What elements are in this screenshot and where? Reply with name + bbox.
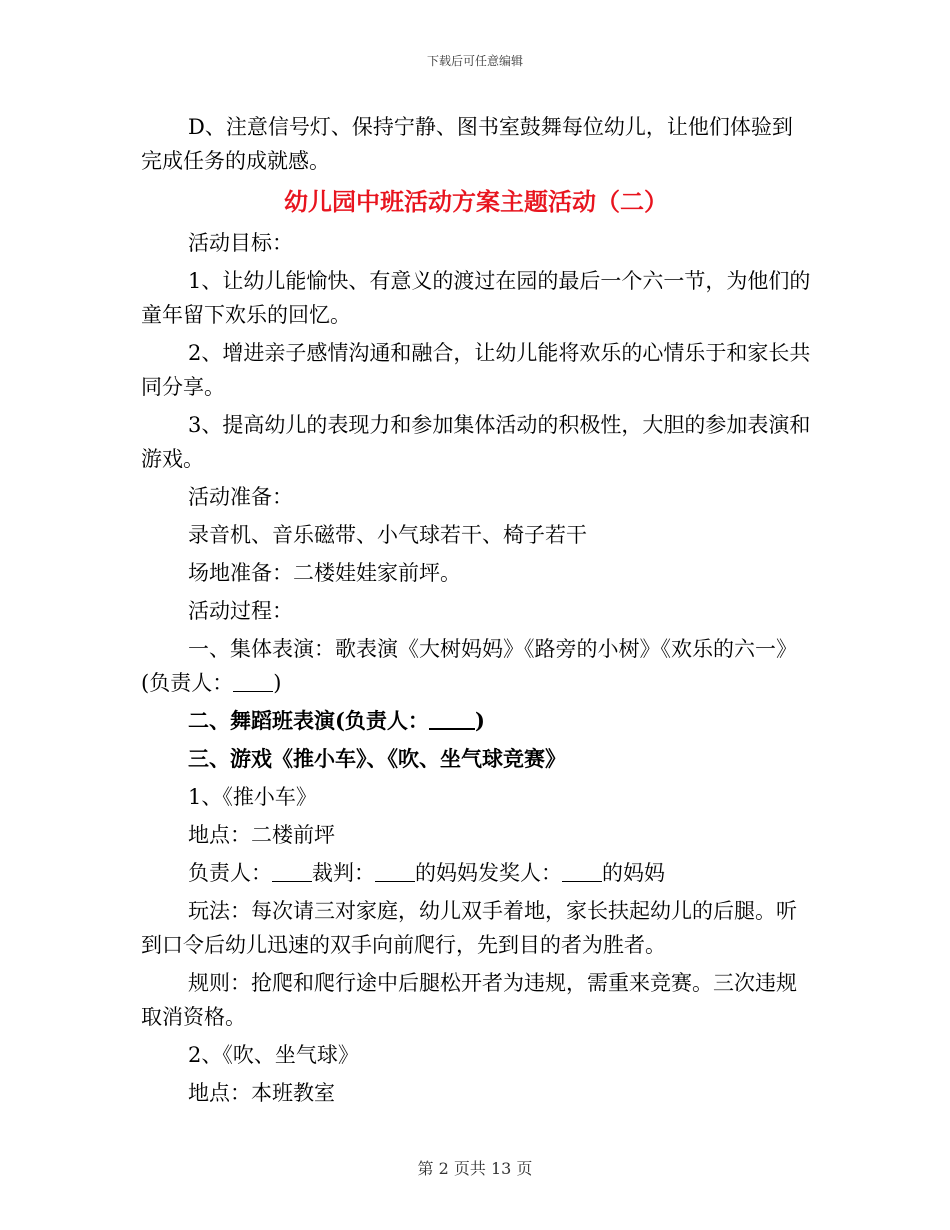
- heading-process: 活动过程：: [188, 599, 293, 623]
- process-step-3: 三、游戏《推小车》、《吹、坐气球竞赛》: [188, 746, 566, 771]
- section-title: 幼儿园中班活动方案主题活动（二）: [284, 187, 668, 216]
- goal-1: 1、让幼儿能愉快、有意义的渡过在园的最后一个六一节，为他们的童年留下欢乐的回忆。: [141, 269, 811, 327]
- goal-3: 3、提高幼儿的表现力和参加集体活动的积极性，大胆的参加表演和游戏。: [141, 413, 811, 471]
- venue-preparation: 场地准备：二楼娃娃家前坪。: [188, 561, 461, 585]
- goal-2: 2、增进亲子感情沟通和融合，让幼儿能将欢乐的心情乐于和家长共同分享。: [141, 341, 811, 399]
- paragraph-item-d: D、注意信号灯、保持宁静、图书室鼓舞每位幼儿，让他们体验到完成任务的成就感。: [141, 115, 793, 173]
- award-label: 的妈妈发奖人：: [415, 861, 562, 885]
- heading-preparation: 活动准备：: [188, 485, 293, 509]
- game-1-rules: 规则：抢爬和爬行途中后腿松开者为违规，需重来竞赛。三次违规取消资格。: [141, 971, 797, 1029]
- mother-label: 的妈妈: [602, 861, 665, 885]
- game-1-location: 地点：二楼前坪: [188, 823, 335, 847]
- page-header: 下载后可任意编辑: [426, 54, 523, 68]
- game-2-location: 地点：本班教室: [188, 1081, 335, 1105]
- blank-line: [272, 861, 312, 882]
- game-2-title: 2、《吹、坐气球》: [188, 1043, 359, 1067]
- staff-label: 负责人：: [188, 861, 272, 885]
- blank-line: [562, 861, 602, 882]
- game-1-staff: [141, 856, 811, 890]
- blank-line: [375, 861, 415, 882]
- preparation-materials: 录音机、音乐磁带、小气球若干、椅子若干: [188, 523, 587, 547]
- step-2-text: 二、舞蹈班表演(负责人：: [188, 708, 429, 733]
- blank-line: [429, 708, 475, 730]
- step-1-close: ): [273, 671, 282, 695]
- process-step-1: [141, 632, 811, 700]
- blank-line: [233, 671, 273, 692]
- step-2-close: ): [474, 708, 485, 733]
- process-step-2: [141, 704, 811, 738]
- heading-activity-goals: 活动目标：: [188, 231, 293, 255]
- page-footer: 第 2 页共 13 页: [417, 1159, 533, 1178]
- game-1-rules-play: 玩法：每次请三对家庭，幼儿双手着地，家长扶起幼儿的后腿。听到口令后幼儿迅速的双手向前爬行，先到目的者为胜者。: [141, 899, 797, 957]
- step-1-text: 一、集体表演：歌表演《大树妈妈》《路旁的小树》《欢乐的六一》(负责人：: [141, 637, 797, 695]
- referee-label: 裁判：: [312, 861, 375, 885]
- game-1-title: 1、《推小车》: [188, 785, 317, 809]
- document-body: [141, 110, 811, 1114]
